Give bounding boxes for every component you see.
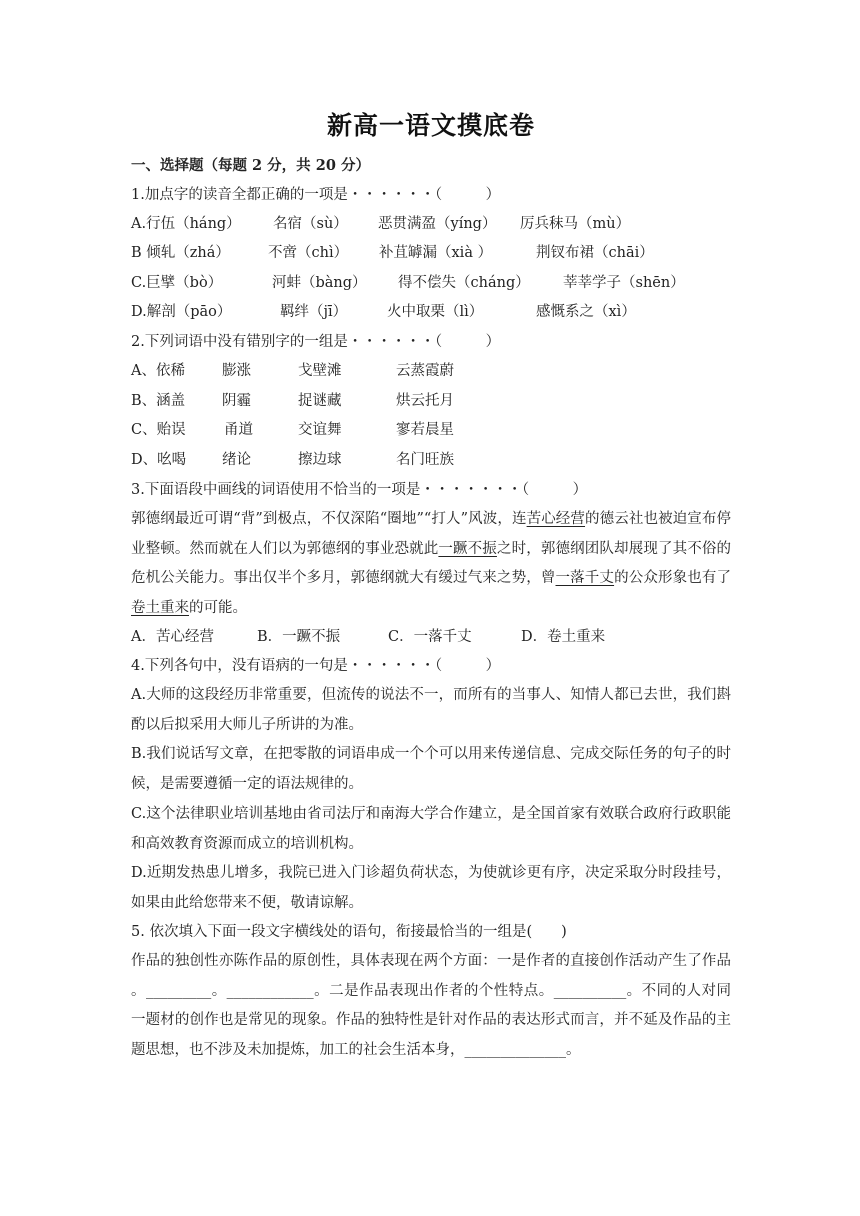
question-1-option-d — [131, 302, 636, 322]
underlined-phrase: 苦心经营 — [526, 511, 586, 527]
option-part: 羁绊（jī） — [280, 304, 348, 320]
passage-text: 的德云社也被迫宣布停业整顿。然而就在人们以为郭德纲的事业恐就此 — [131, 511, 731, 557]
option-part: 阴霾 — [222, 393, 251, 409]
option-part: D.解剖（pāo） — [131, 304, 232, 320]
question-3-passage — [131, 505, 731, 623]
option-part: B．一蹶不振 — [257, 629, 341, 645]
option-part: A．苦心经营 — [131, 629, 214, 645]
underlined-phrase: 一蹶不振 — [438, 540, 497, 557]
question-1-option-c — [131, 273, 685, 293]
option-part: 荆钗布裙（chāi） — [536, 245, 654, 261]
page-title: 新高一语文摸底卷 — [326, 111, 535, 140]
question-2-stem: 2.下列词语中没有错别字的一组是・・・・・・（ ） — [131, 334, 501, 350]
option-part: A、依稀 — [131, 363, 185, 379]
passage-text: 之时，郭德纲团队却展现了其不俗的危机公关能力。事出仅半个多月，郭德纲就大有缓过气来之势，曾 — [131, 540, 732, 586]
underlined-phrase: 卷土重来 — [131, 599, 189, 616]
question-2-option-c — [131, 420, 454, 440]
passage-text: 的可能。 — [189, 599, 247, 616]
option-part: 补苴罅漏（xià ） — [379, 245, 493, 261]
option-part: C.巨擘（bò） — [131, 275, 223, 291]
option-part: C、贻误 — [131, 422, 186, 438]
option-part: 莘莘学子（shēn） — [563, 275, 685, 291]
question-4-option-d: D.近期发热患儿增多，我院已进入门诊超负荷状态，为使就诊更有序，决定采取分时段挂号，如果由此给您带来不便，敬请谅解。 — [131, 865, 731, 911]
option-part: A.行伍（háng） — [131, 216, 241, 232]
option-part: 戈壁滩 — [298, 363, 342, 379]
question-1-option-b — [131, 243, 654, 263]
question-3-options — [131, 627, 605, 647]
passage-text: 郭德纲最近可谓“背”到极点，不仅深陷“圈地”“打人”风波，连 — [131, 511, 527, 527]
option-part: 擦边球 — [298, 452, 342, 468]
option-part: D．卷土重来 — [521, 629, 606, 645]
passage-text: 的公众形象也有了 — [614, 570, 732, 586]
question-4-option-c: C.这个法律职业培训基地由省司法厅和南海大学合作建立，是全国首家有效联合政府行政职能和高效教育资源而成立的培训机构。 — [131, 806, 731, 852]
option-part: 云蒸霞蔚 — [396, 363, 454, 379]
question-4-option-b: B.我们说话写文章，在把零散的词语串成一个个可以用来传递信息、完成交际任务的句子的时候，是需要遵循一定的语法规律的。 — [131, 746, 731, 792]
option-part: 不啻（chì） — [268, 245, 349, 261]
underlined-phrase: 一落千丈 — [555, 570, 615, 586]
option-part: C．一落千丈 — [388, 629, 472, 645]
option-part: 寥若晨星 — [396, 422, 454, 438]
option-part: B 倾轧（zhá） — [131, 245, 230, 261]
option-part: 河蚌（bàng） — [272, 275, 367, 291]
question-2-option-a — [131, 361, 454, 381]
question-5-stem: 5. 依次填入下面一段文字横线处的语句，衔接最恰当的一组是( ) — [131, 924, 567, 940]
question-1-option-a — [131, 214, 630, 234]
option-part: 得不偿失（cháng） — [398, 275, 530, 291]
option-part: 名宿（sù） — [273, 216, 348, 232]
question-3-stem: 3.下面语段中画线的词语使用不恰当的一项是・・・・・・・（ ） — [131, 482, 588, 498]
option-part: 感慨系之（xì） — [536, 304, 636, 320]
section-heading: 一、选择题（每题 2 分，共 20 分） — [131, 157, 370, 174]
option-part: 烘云托月 — [396, 393, 454, 409]
question-4-option-a: A.大师的这段经历非常重要，但流传的说法不一，而所有的当事人、知情人都已去世，我们斟酌以后拟采用大师儿子所讲的为准。 — [131, 687, 731, 733]
option-part: 火中取栗（lì） — [387, 304, 484, 320]
question-5-passage: 作品的独创性亦陈作品的原创性，具体表现在两个方面：一是作者的直接创作活动产生了作品 。_________。____________。二是作品表现出作者的个性特点。__________。不同的人对同一题材的创作也是常见的现象。作品的独特性是针对作品的表达形式而言，并不延及作品的主题思想，也不涉及未加提炼，加工的社会生活本身，______________。 — [131, 953, 731, 1058]
option-part: B、涵盖 — [131, 393, 186, 409]
option-part: 名门旺族 — [396, 452, 454, 468]
option-part: 甬道 — [224, 422, 253, 438]
option-part: 捉谜藏 — [298, 393, 342, 409]
question-2-option-d — [131, 450, 454, 470]
option-part: 交谊舞 — [298, 422, 342, 438]
option-part: 膨涨 — [222, 363, 251, 379]
option-part: 厉兵秣马（mù） — [520, 216, 631, 232]
option-part: 恶贯满盈（yíng） — [378, 216, 497, 232]
question-4-stem: 4.下列各句中，没有语病的一句是・・・・・・（ ） — [131, 658, 501, 674]
question-2-option-b — [131, 391, 454, 411]
option-part: D、吆喝 — [131, 452, 187, 468]
option-part: 绪论 — [222, 452, 251, 468]
question-1-stem: 1.加点字的读音全都正确的一项是・・・・・・（ ） — [131, 187, 501, 203]
